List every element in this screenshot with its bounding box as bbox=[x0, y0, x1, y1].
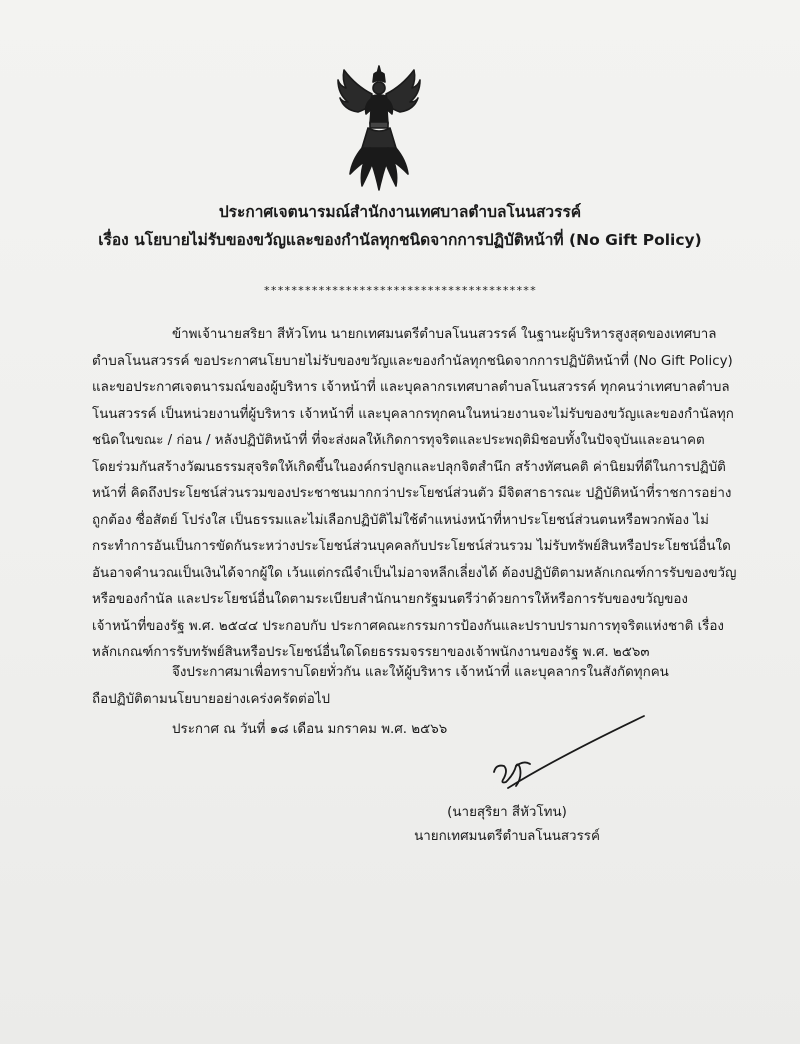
paragraph-line: โดยร่วมกันสร้างวัฒนธรรมสุจริตให้เกิดขึ้นในองค์กรปลูกและปลุกจิตสำนึก สร้างทัศนคติ ค่านิยมที่ดีในการปฏิบัติ bbox=[92, 459, 726, 475]
announcement-date: ประกาศ ณ วันที่ ๑๘ เดือน มกราคม พ.ศ. ๒๕๖๖ bbox=[172, 722, 448, 737]
handwritten-signature bbox=[486, 714, 646, 794]
paragraph-line: หน้าที่ คิดถึงประโยชน์ส่วนรวมของประชาชนมากกว่าประโยชน์ส่วนตัว มีจิตสาธารณะ ปฏิบัติหน้าที่ราชการอย่าง bbox=[92, 486, 732, 501]
document-title: ประกาศเจตนารมณ์สำนักงานเทศบาลตำบลโนนสวรรค์ bbox=[218, 203, 582, 221]
paragraph-line: ถือปฏิบัติตามนโยบายอย่างเคร่งครัดต่อไป bbox=[92, 691, 330, 707]
paragraph-line: กระทำการอันเป็นการขัดกันระหว่างประโยชน์ส่วนบุคคลกับประโยชน์ส่วนรวม ไม่รับทรัพย์สินหรือประโยชน์อื่นใด bbox=[92, 539, 731, 554]
paragraph-line: อันอาจคำนวณเป็นเงินได้จากผู้ใด เว้นแต่กรณีจำเป็นไม่อาจหลีกเลี่ยงได้ ต้องปฏิบัติตามหลักเกณฑ์การรับของขวัญ bbox=[92, 565, 737, 581]
paragraph-line: หลักเกณฑ์การรับทรัพย์สินหรือประโยชน์อื่นใดโดยธรรมจรรยาของเจ้าพนักงานของรัฐ พ.ศ. ๒๕๖๓ bbox=[92, 645, 650, 660]
document-subject: เรื่อง นโยบายไม่รับของขวัญและของกำนัลทุกชนิดจากการปฏิบัติหน้าที่ (No Gift Policy) bbox=[98, 231, 702, 249]
signatory-position: นายกเทศมนตรีตำบลโนนสวรรค์ bbox=[414, 829, 600, 844]
paragraph-policy bbox=[92, 322, 742, 667]
paragraph-line: หรือของกำนัล และประโยชน์อื่นใดตามระเบียบสำนักนายกรัฐมนตรีว่าด้วยการให้หรือการรับของขวัญของ bbox=[92, 592, 688, 607]
signatory-name: (นายสุริยา สีหัวโทน) bbox=[447, 805, 567, 820]
paragraph-line: ชนิดในขณะ / ก่อน / หลังปฏิบัติหน้าที่ ที่จะส่งผลให้เกิดการทุจริตและประพฤติมิชอบทั้งในปัจจุบันและอนาคต bbox=[92, 433, 705, 448]
paragraph-line: ตำบลโนนสวรรค์ ขอประกาศนโยบายไม่รับของขวัญและของกำนัลทุกชนิดจากการปฏิบัติหน้าที่ (No Gift Policy) bbox=[92, 353, 733, 369]
paragraph-line: และขอประกาศเจตนารมณ์ของผู้บริหาร เจ้าหน้าที่ และบุคลากรเทศบาลตำบลโนนสวรรค์ ทุกคนว่าเทศบาลตำบล bbox=[92, 380, 730, 395]
paragraph-line: จึงประกาศมาเพื่อทราบโดยทั่วกัน และให้ผู้บริหาร เจ้าหน้าที่ และบุคลากรในสังกัดทุกคน bbox=[172, 665, 669, 680]
paragraph-line: ข้าพเจ้านายสริยา สีหัวโทน นายกเทศมนตรีตำบลโนนสวรรค์ ในฐานะผู้บริหารสูงสุดของเทศบาล bbox=[172, 327, 717, 342]
garuda-emblem-icon bbox=[336, 64, 422, 192]
paragraph-announcement bbox=[92, 660, 742, 713]
paragraph-line: เจ้าหน้าที่ของรัฐ พ.ศ. ๒๕๔๔ ประกอบกับ ประกาศคณะกรรมการป้องกันและปราบปรามการทุจริตแห่งชาติ เรื่อง bbox=[92, 618, 724, 634]
paragraph-line: ถูกต้อง ซื่อสัตย์ โปร่งใส เป็นธรรมและไม่เลือกปฏิบัติไม่ใช้ตำแหน่งหน้าที่หาประโยชน์ส่วนตนหรือพวกพ้อง ไม่ bbox=[92, 512, 709, 528]
paragraph-line: โนนสวรรค์ เป็นหน่วยงานที่ผู้บริหาร เจ้าหน้าที่ และบุคลากรทุกคนในหน่วยงานจะไม่รับของขวัญและของกำนัลทุก bbox=[92, 406, 734, 422]
separator-line: **************************************** bbox=[263, 284, 537, 297]
